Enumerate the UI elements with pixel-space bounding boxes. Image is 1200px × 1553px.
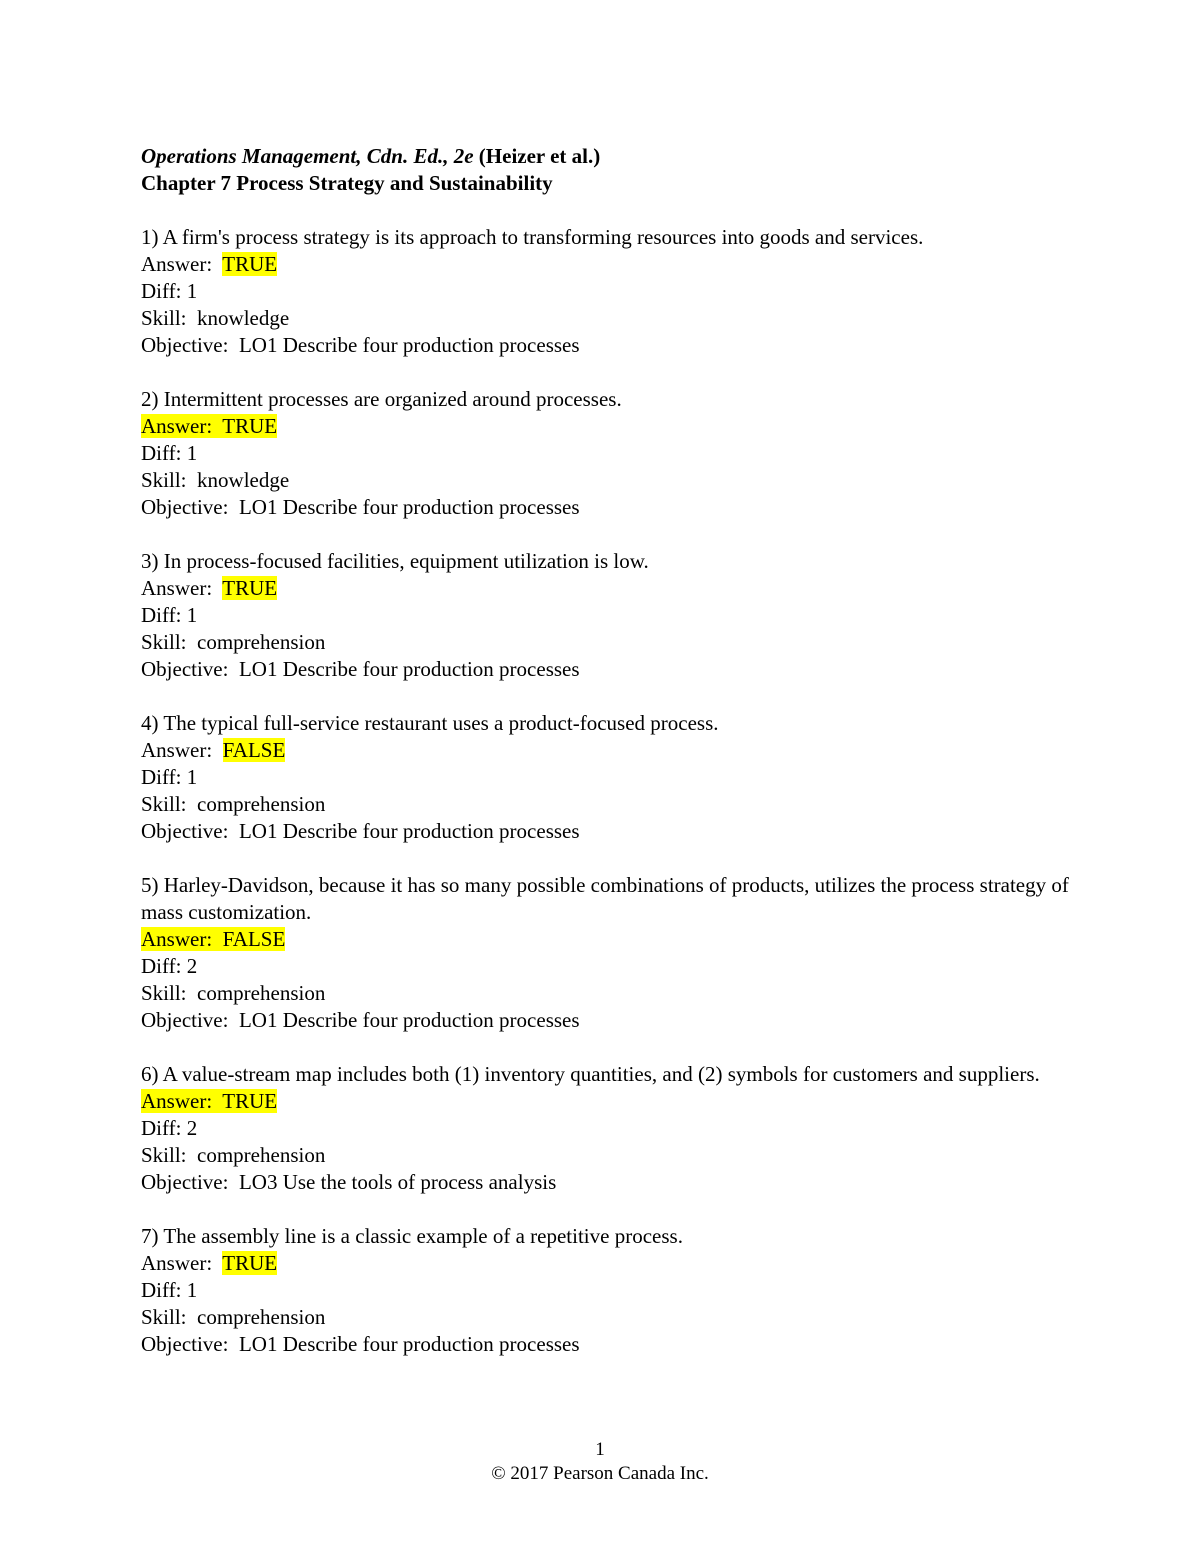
- skill-label: Skill:: [141, 981, 198, 1005]
- question-text: [141, 386, 1071, 413]
- answer-label: Answer:: [141, 414, 223, 438]
- objective-value: LO1 Describe four production processes: [238, 819, 580, 843]
- answer-line: [141, 926, 1101, 953]
- diff-value: 1: [186, 603, 198, 627]
- objective-line: [141, 1331, 1101, 1358]
- answer-line: [141, 737, 1101, 764]
- question-number: 6): [141, 1062, 159, 1086]
- diff-label: Diff:: [141, 441, 187, 465]
- objective-line: [141, 494, 1101, 521]
- diff-line: [141, 440, 1101, 467]
- question-item: [141, 1061, 1101, 1196]
- answer-line: [141, 575, 1101, 602]
- question-item: [141, 386, 1101, 521]
- question-statement: The assembly line is a classic example of a repetitive process.: [163, 1224, 683, 1248]
- question-text: [141, 710, 1071, 737]
- question-statement: A value-stream map includes both (1) inventory quantities, and (2) symbols for customers and suppliers.: [162, 1062, 1040, 1086]
- objective-line: [141, 332, 1101, 359]
- question-item: [141, 224, 1101, 359]
- question-list: [141, 224, 1101, 1358]
- diff-label: Diff:: [141, 279, 187, 303]
- question-number: 4): [141, 711, 159, 735]
- answer-value: TRUE: [222, 576, 278, 600]
- objective-line: [141, 818, 1101, 845]
- objective-value: LO1 Describe four production processes: [238, 657, 580, 681]
- skill-label: Skill:: [141, 306, 198, 330]
- answer-value: TRUE: [222, 1251, 278, 1275]
- objective-label: Objective:: [141, 495, 239, 519]
- answer-line: [141, 1250, 1101, 1277]
- diff-line: [141, 1277, 1101, 1304]
- question-statement: A firm's process strategy is its approach to transforming resources into goods and services.: [162, 225, 924, 249]
- question-text: [141, 872, 1071, 926]
- skill-value: comprehension: [197, 1305, 326, 1329]
- book-title: Operations Management, Cdn. Ed., 2e: [141, 144, 474, 168]
- diff-label: Diff:: [141, 954, 187, 978]
- diff-label: Diff:: [141, 1278, 187, 1302]
- answer-label: Answer:: [141, 738, 223, 762]
- question-number: 2): [141, 387, 159, 411]
- skill-line: [141, 1142, 1101, 1169]
- objective-value: LO1 Describe four production processes: [238, 1332, 580, 1356]
- skill-value: knowledge: [197, 306, 290, 330]
- objective-value: LO1 Describe four production processes: [238, 333, 580, 357]
- diff-value: 1: [186, 1278, 198, 1302]
- diff-value: 2: [186, 1116, 198, 1140]
- skill-label: Skill:: [141, 468, 198, 492]
- diff-value: 2: [186, 954, 198, 978]
- skill-value: comprehension: [197, 630, 326, 654]
- book-authors: (Heizer et al.): [473, 144, 601, 168]
- skill-line: [141, 980, 1101, 1007]
- diff-value: 1: [186, 441, 198, 465]
- objective-line: [141, 1169, 1101, 1196]
- answer-line: [141, 251, 1101, 278]
- objective-line: [141, 656, 1101, 683]
- question-number: 5): [141, 873, 159, 897]
- document-page: [141, 143, 1101, 1358]
- diff-line: [141, 602, 1101, 629]
- question-number: 7): [141, 1224, 159, 1248]
- copyright-notice: © 2017 Pearson Canada Inc.: [491, 1463, 709, 1484]
- diff-label: Diff:: [141, 765, 187, 789]
- diff-line: [141, 953, 1101, 980]
- answer-value: TRUE: [222, 1089, 278, 1113]
- question-item: [141, 872, 1101, 1034]
- skill-line: [141, 629, 1101, 656]
- skill-label: Skill:: [141, 630, 198, 654]
- answer-line: [141, 1088, 1101, 1115]
- objective-label: Objective:: [141, 333, 239, 357]
- diff-label: Diff:: [141, 1116, 187, 1140]
- objective-label: Objective:: [141, 1170, 239, 1194]
- answer-label: Answer:: [141, 252, 223, 276]
- diff-line: [141, 1115, 1101, 1142]
- skill-line: [141, 791, 1101, 818]
- objective-value: LO1 Describe four production processes: [238, 1008, 580, 1032]
- objective-label: Objective:: [141, 657, 239, 681]
- objective-line: [141, 1007, 1101, 1034]
- skill-value: knowledge: [197, 468, 290, 492]
- question-item: [141, 710, 1101, 845]
- question-text: [141, 1223, 1071, 1250]
- answer-value: FALSE: [222, 927, 286, 951]
- objective-value: LO3 Use the tools of process analysis: [238, 1170, 557, 1194]
- chapter-title: Chapter 7 Process Strategy and Sustainability: [141, 171, 553, 195]
- objective-value: LO1 Describe four production processes: [238, 495, 580, 519]
- skill-label: Skill:: [141, 1143, 198, 1167]
- answer-label: Answer:: [141, 1251, 223, 1275]
- answer-value: TRUE: [222, 252, 278, 276]
- skill-label: Skill:: [141, 1305, 198, 1329]
- page-number: 1: [595, 1439, 605, 1460]
- skill-label: Skill:: [141, 792, 198, 816]
- skill-line: [141, 467, 1101, 494]
- objective-label: Objective:: [141, 1008, 239, 1032]
- skill-line: [141, 1304, 1101, 1331]
- diff-value: 1: [186, 765, 198, 789]
- answer-value: FALSE: [222, 738, 286, 762]
- question-statement: The typical full-service restaurant uses a product-focused process.: [163, 711, 719, 735]
- question-number: 3): [141, 549, 159, 573]
- answer-line: [141, 413, 1101, 440]
- skill-value: comprehension: [197, 1143, 326, 1167]
- skill-line: [141, 305, 1101, 332]
- answer-value: TRUE: [222, 414, 278, 438]
- question-statement: Intermittent processes are organized around processes.: [163, 387, 622, 411]
- diff-line: [141, 764, 1101, 791]
- diff-line: [141, 278, 1101, 305]
- diff-label: Diff:: [141, 603, 187, 627]
- question-number: 1): [141, 225, 159, 249]
- answer-label: Answer:: [141, 927, 223, 951]
- answer-label: Answer:: [141, 576, 223, 600]
- skill-value: comprehension: [197, 792, 326, 816]
- question-item: [141, 548, 1101, 683]
- page-footer: [0, 1438, 1200, 1486]
- question-text: [141, 1061, 1071, 1088]
- book-title-line: [141, 143, 1101, 170]
- question-statement: Harley-Davidson, because it has so many possible combinations of products, utilizes the process strategy of mass customization.: [141, 873, 1069, 924]
- objective-label: Objective:: [141, 1332, 239, 1356]
- skill-value: comprehension: [197, 981, 326, 1005]
- objective-label: Objective:: [141, 819, 239, 843]
- answer-label: Answer:: [141, 1089, 223, 1113]
- question-statement: In process-focused facilities, equipment utilization is low.: [163, 549, 649, 573]
- question-item: [141, 1223, 1101, 1358]
- question-text: [141, 224, 1071, 251]
- diff-value: 1: [186, 279, 198, 303]
- question-text: [141, 548, 1071, 575]
